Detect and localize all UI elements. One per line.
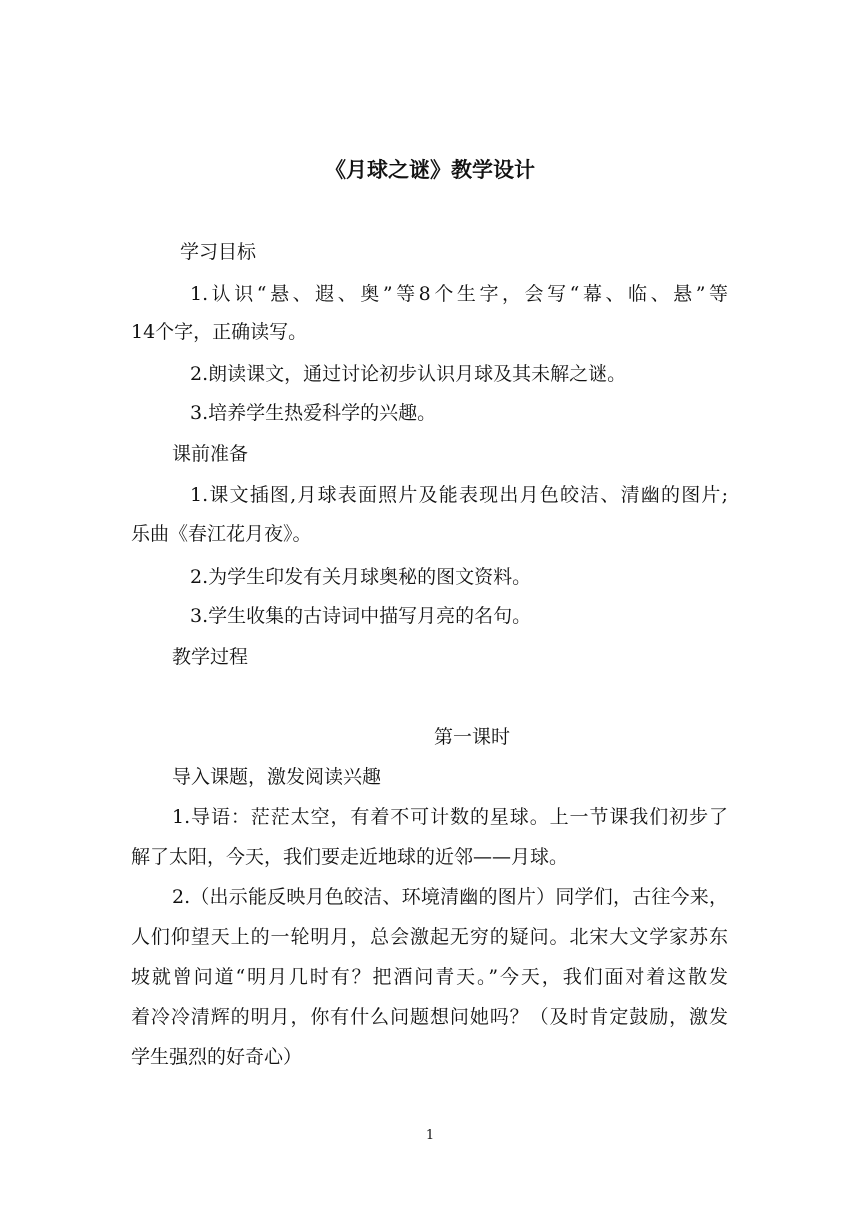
goal-item-2: 2.朗读课文，通过讨论初步认识月球及其未解之谜。	[190, 363, 627, 385]
paragraph-1-line-2: 解了太阳，今天，我们要走近地球的近邻——月球。	[131, 846, 569, 868]
paragraph-2-line-2: 人们仰望天上的一轮明月，总会激起无穷的疑问。北宋大文学家苏东	[131, 926, 728, 948]
paragraph-2-line-3: 坡就曾问道“明月几时有？把酒问青天。”今天，我们面对着这散发	[131, 966, 728, 988]
goal-item-1-line-2: 14个字，正确读写。	[131, 321, 308, 343]
document-title: 《月球之谜》教学设计	[325, 157, 535, 182]
prep-item-2: 2.为学生印发有关月球奥秘的图文资料。	[190, 566, 532, 588]
goal-item-3: 3.培养学生热爱科学的兴趣。	[190, 402, 437, 424]
page-number: 1	[425, 1128, 435, 1143]
paragraph-2-line-4: 着冷冷清辉的明月，你有什么问题想问她吗？（及时肯定鼓励，激发	[131, 1006, 728, 1028]
paragraph-2-line-5: 学生强烈的好奇心）	[131, 1046, 303, 1068]
lesson-title: 第一课时	[434, 726, 511, 748]
paragraph-2-line-1: 2.（出示能反映月色皎洁、环境清幽的图片）同学们，古往今来，	[172, 886, 728, 908]
goal-item-1-line-1: 1.认识“悬、遐、奥”等8个生字，会写“幕、临、悬”等	[190, 283, 728, 305]
prep-item-3: 3.学生收集的古诗词中描写月亮的名句。	[190, 605, 532, 627]
heading-learning-goals: 学习目标	[180, 241, 257, 263]
prep-item-1-line-1: 1.课文插图,月球表面照片及能表现出月色皎洁、清幽的图片;	[190, 484, 728, 506]
heading-teaching-process: 教学过程	[172, 646, 249, 668]
prep-item-1-line-2: 乐曲《春江花月夜》。	[131, 523, 312, 545]
subheading-intro: 导入课题，激发阅读兴趣	[172, 766, 382, 788]
heading-preparation: 课前准备	[172, 443, 249, 465]
paragraph-1-line-1: 1.导语：茫茫太空，有着不可计数的星球。上一节课我们初步了	[172, 806, 728, 828]
